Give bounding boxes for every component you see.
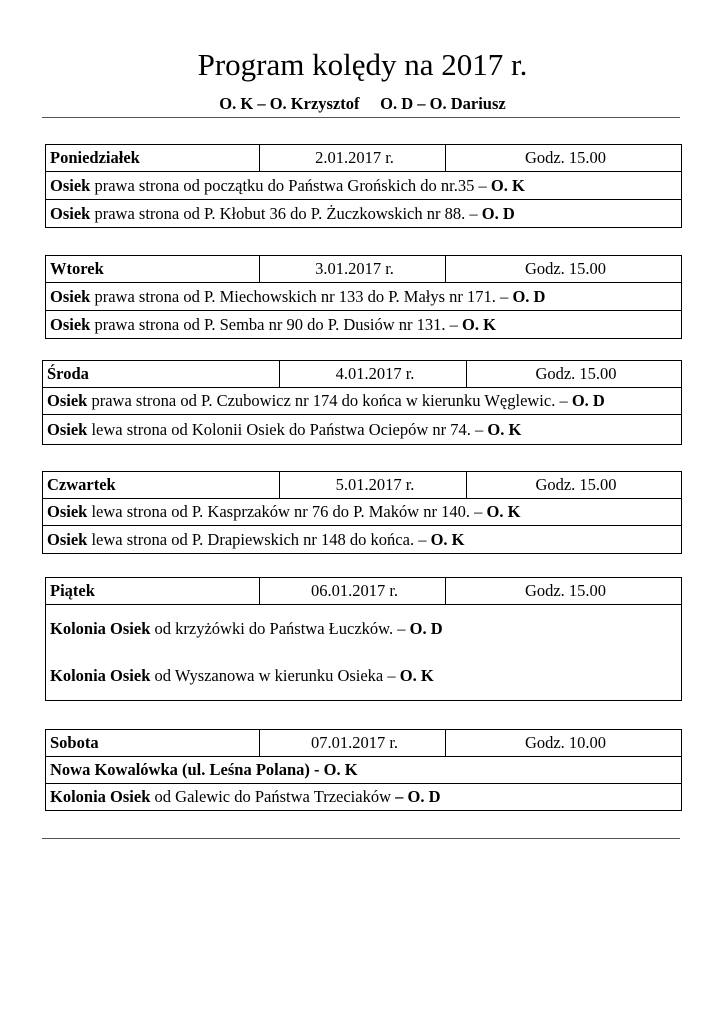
route-text: prawa strona od P. Miechowskich nr 133 do P. Małys nr 171. – — [90, 286, 513, 306]
place-name: Osiek — [47, 419, 88, 439]
route-row — [46, 757, 682, 784]
route-row — [43, 499, 682, 526]
priest-code: O. D — [571, 391, 605, 410]
day-name: Sobota — [46, 730, 260, 757]
priest-code: O. K — [490, 175, 525, 195]
route-text: od Galewic do Państwa Trzeciaków — [150, 787, 396, 806]
route-row — [43, 388, 682, 415]
schedule-thursday — [42, 471, 682, 554]
day-time: Godz. 15.00 — [446, 578, 682, 605]
priest-code: O. K — [487, 419, 522, 439]
place-name: Osiek — [47, 391, 88, 410]
day-date: 4.01.2017 r. — [280, 361, 467, 388]
day-name: Czwartek — [43, 472, 280, 499]
schedule-monday — [45, 144, 682, 228]
route-text: prawa strona od P. Semba nr 90 do P. Dusiów nr 131. – — [90, 314, 463, 334]
priest-code: O. D — [481, 203, 515, 223]
place-name: Kolonia Osiek — [50, 787, 151, 806]
schedule-wednesday — [42, 360, 682, 445]
priest-code: O. K — [399, 666, 434, 686]
day-date: 07.01.2017 r. — [260, 730, 446, 757]
place-name: Nowa Kowalówka (ul. Leśna Polana) - O. K — [50, 760, 358, 779]
day-date: 06.01.2017 r. — [260, 578, 446, 605]
day-name: Środa — [43, 361, 280, 388]
route-row — [46, 653, 682, 701]
priest-code: O. K — [430, 529, 465, 549]
top-divider — [42, 117, 680, 118]
route-row — [46, 283, 682, 311]
priest-code: O. K — [462, 314, 496, 334]
priest-code: O. D — [512, 286, 546, 306]
day-date: 2.01.2017 r. — [260, 145, 446, 172]
day-time: Godz. 15.00 — [467, 472, 682, 499]
day-time: Godz. 15.00 — [467, 361, 682, 388]
route-text: lewa strona od P. Kasprzaków nr 76 do P. Maków nr 140. – — [87, 502, 487, 521]
route-row — [46, 172, 682, 200]
priest-legend: O. K – O. Krzysztof O. D – O. Dariusz — [219, 94, 506, 113]
place-name: Osiek — [47, 529, 88, 549]
route-row — [46, 200, 682, 228]
schedule-tuesday — [45, 255, 682, 339]
bottom-divider — [42, 838, 680, 839]
place-name: Osiek — [50, 286, 91, 306]
day-date: 5.01.2017 r. — [280, 472, 467, 499]
day-name: Piątek — [46, 578, 260, 605]
priest-code: O. D — [409, 618, 443, 638]
route-text: od Wyszanowa w kierunku Osieka – — [150, 666, 400, 686]
route-text: lewa strona od P. Drapiewskich nr 148 do końca. – — [87, 529, 431, 549]
route-text: prawa strona od P. Czubowicz nr 174 do końca w kierunku Węglewic. – — [87, 391, 572, 410]
day-time: Godz. 10.00 — [446, 730, 682, 757]
place-name: Osiek — [50, 203, 91, 223]
route-row — [43, 526, 682, 554]
page-title: Program kolędy na 2017 r. — [197, 47, 528, 82]
place-name: Kolonia Osiek — [50, 666, 151, 686]
schedule-friday — [45, 577, 682, 701]
priest-code: O. K — [486, 502, 521, 521]
route-row — [46, 784, 682, 811]
place-name: Kolonia Osiek — [50, 618, 151, 638]
day-date: 3.01.2017 r. — [260, 256, 446, 283]
route-text: prawa strona od początku do Państwa Grońskich do nr.35 – — [90, 175, 491, 195]
place-name: Osiek — [50, 175, 91, 195]
place-name: Osiek — [50, 314, 91, 334]
route-row — [43, 415, 682, 445]
route-text: prawa strona od P. Kłobut 36 do P. Żuczkowskich nr 88. – — [90, 203, 482, 223]
schedule-saturday — [45, 729, 682, 811]
place-name: Osiek — [47, 502, 88, 521]
day-time: Godz. 15.00 — [446, 145, 682, 172]
day-time: Godz. 15.00 — [446, 256, 682, 283]
route-row — [46, 605, 682, 653]
priest-code: – O. D — [395, 787, 441, 806]
route-text: lewa strona od Kolonii Osiek do Państwa Ociepów nr 74. – — [87, 419, 488, 439]
day-name: Poniedziałek — [46, 145, 260, 172]
route-row — [46, 311, 682, 339]
route-text: od krzyżówki do Państwa Łuczków. – — [150, 618, 410, 638]
day-name: Wtorek — [46, 256, 260, 283]
